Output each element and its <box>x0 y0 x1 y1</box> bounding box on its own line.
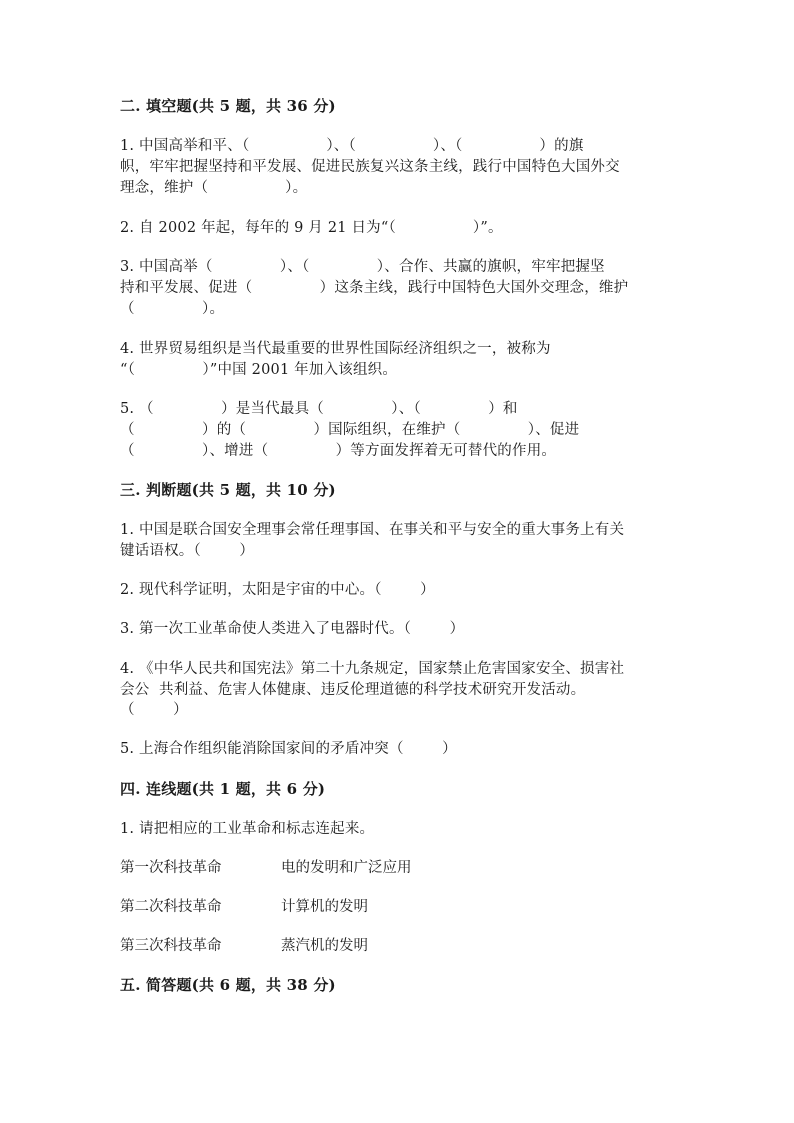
question-line: 1. 中国是联合国安全理事会常任理事国、在事关和平与安全的重大事务上有关 <box>120 522 625 538</box>
question-line: （ ）、增进（ ）等方面发挥着无可替代的作用。 <box>120 443 557 459</box>
question-line: 键话语权。（ ） <box>120 543 255 559</box>
question-line: 理念，维护（ ）。 <box>120 180 308 196</box>
question-line: （ ）。 <box>120 301 225 317</box>
question-line: 4. 世界贸易组织是当代最重要的世界性国际经济组织之一，被称为 <box>120 341 551 357</box>
question-line: 3. 中国高举（ ）、（ ）、合作、共赢的旗帜，牢牢把握坚 <box>120 259 605 275</box>
question-line: 持和平发展、促进（ ）这条主线，践行中国特色大国外交理念，维护 <box>120 280 629 296</box>
question-line: 帜，牢牢把握坚持和平发展、促进民族复兴这条主线，践行中国特色大国外交 <box>120 159 620 175</box>
section-heading-judge: 三. 判断题(共 5 题，共 10 分) <box>120 481 336 499</box>
question-line: 5. （ ）是当代最具（ ）、（ ）和 <box>120 401 518 417</box>
question-line: 4. 《中华人民共和国宪法》第二十九条规定，国家禁止危害国家安全、损害社 <box>120 661 625 677</box>
section-heading-match: 四. 连线题(共 1 题，共 6 分) <box>120 780 326 798</box>
match-right-item: 蒸汽机的发明 <box>281 938 368 954</box>
question-line: 2. 现代科学证明，太阳是宇宙的中心。（ ） <box>120 582 435 598</box>
question-line: （ ）的（ ）国际组织，在维护（ ）、促进 <box>120 422 580 438</box>
question-line: （ ） <box>120 702 188 718</box>
match-left-item: 第二次科技革命 <box>120 899 222 915</box>
match-right-item: 计算机的发明 <box>281 899 368 915</box>
section-heading-short-answer: 五. 简答题(共 6 题，共 38 分) <box>120 976 336 994</box>
question-line: 1. 中国高举和平、（ ）、（ ）、（ ）的旗 <box>120 138 584 154</box>
section-heading-fill-blank: 二. 填空题(共 5 题，共 36 分) <box>120 97 336 115</box>
question-line: 2. 自 2002 年起，每年的 9 月 21 日为“（ ）”。 <box>120 220 503 236</box>
question-line: “（ ）”中国 2001 年加入该组织。 <box>120 362 398 378</box>
question-match-1: 1. 请把相应的工业革命和标志连起来。 <box>120 821 375 837</box>
match-right-item: 电的发明和广泛应用 <box>281 860 412 876</box>
question-line: 会公 共利益、危害人体健康、违反伦理道德的科学技术研究开发活动。 <box>120 682 586 698</box>
match-left-item: 第一次科技革命 <box>120 860 222 876</box>
question-line: 5. 上海合作组织能消除国家间的矛盾冲突（ ） <box>120 741 457 757</box>
match-left-item: 第三次科技革命 <box>120 938 222 954</box>
question-line: 3. 第一次工业革命使人类进入了电器时代。（ ） <box>120 621 465 637</box>
